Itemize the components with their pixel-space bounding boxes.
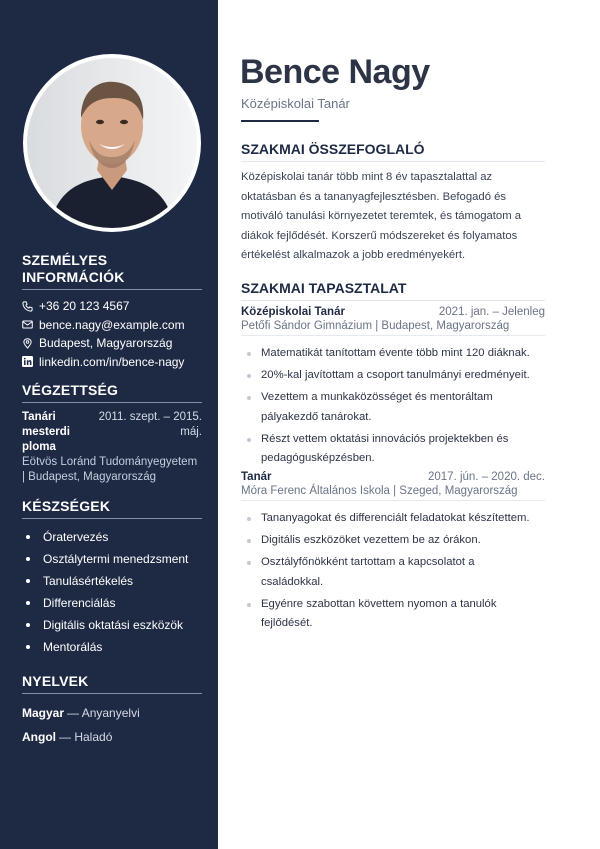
bullet-item: 20%-kal javítottam a csoport tanulmányi eredményeit. [241, 366, 545, 386]
bullet-item: Egyénre szabottan követtem nyomon a tanulók fejlődését. [241, 595, 545, 634]
bullet-item: Digitális eszközöket vezettem be az órákon. [241, 531, 545, 551]
job-dates: 2021. jan. – Jelenleg [438, 306, 545, 318]
bullet-icon [26, 579, 30, 583]
degree-title: Tanári mesterdi ploma [22, 411, 70, 453]
bullet-item: Vezettem a munkaközösséget és mentoráltam pályakezdő tanárokat. [241, 388, 545, 427]
job-entry [241, 471, 545, 637]
skill-item: Osztálytermi menedzsment [22, 548, 202, 570]
bullet-icon [26, 535, 30, 539]
bullet-icon [26, 623, 30, 627]
summary-heading: SZAKMAI ÖSSZEFOGLALÓ [241, 141, 545, 162]
job-dates: 2017. jún. – 2020. dec. [427, 471, 545, 483]
education-dates: 2011. szept. – 2015. máj. [98, 411, 202, 438]
sidebar [0, 0, 218, 849]
skills-list [22, 526, 202, 658]
profile-photo-frame [23, 54, 201, 232]
job-entry [241, 306, 545, 472]
job-organization: Petőfi Sándor Gimnázium | Budapest, Magyarország [241, 320, 545, 336]
job-organization: Móra Ferenc Általános Iskola | Szeged, Magyarország [241, 485, 545, 501]
job-bullets [241, 344, 545, 469]
language-item: Magyar — Anyanyelvi [22, 706, 140, 720]
profile-photo [27, 58, 197, 228]
phone-icon [22, 301, 33, 312]
location-pin-icon [22, 338, 33, 349]
personal-info-section [22, 252, 202, 371]
bullet-icon [26, 557, 30, 561]
bullet-item: Részt vettem oktatási innovációs projektekben és pedagógusképzésben. [241, 430, 545, 469]
summary-text: Középiskolai tanár több mint 8 év tapasztalattal az oktatásban és a tananyagfejlesztésben. Befogadó és motiváló tanulási környezetet teremtek, és támogatom a diákok fejlődését. Korszerű módszereket és folyamatos értékelést alkalmazok a jobb eredményekért. [241, 171, 522, 262]
linkedin-icon [22, 356, 33, 367]
education-entry [22, 410, 202, 455]
personal-info-heading: SZEMÉLYES INFORMÁCIÓK [22, 252, 202, 290]
location-row: Budapest, Magyarország [22, 334, 202, 353]
job-role: Tanár [241, 471, 272, 483]
bullet-item: Tananyagokat és differenciált feladatokat készítettem. [241, 509, 545, 529]
linkedin-row [22, 353, 202, 372]
language-item: Angol — Haladó [22, 730, 113, 744]
job-bullets [241, 509, 545, 634]
skill-item: Digitális oktatási eszközök [22, 614, 202, 636]
skill-item: Differenciálás [22, 592, 202, 614]
title-divider [241, 120, 319, 122]
experience-heading: SZAKMAI TAPASZTALAT [241, 280, 545, 301]
bullet-item: Matematikát tanítottam évente több mint 120 diáknak. [241, 344, 545, 364]
skill-item: Óratervezés [22, 526, 202, 548]
linkedin-link[interactable]: linkedin.com/in/bence-nagy [39, 354, 185, 369]
skill-item: Mentorálás [22, 636, 202, 658]
candidate-name: Bence Nagy [240, 53, 430, 91]
skill-item: Tanulásértékelés [22, 570, 202, 592]
email-icon [22, 319, 33, 330]
skills-heading: KÉSZSÉGEK [22, 498, 202, 519]
bullet-icon [26, 645, 30, 649]
main-content [218, 0, 600, 849]
job-title: Középiskolai Tanár [241, 96, 350, 111]
bullet-icon [26, 601, 30, 605]
education-school: Eötvös Loránd Tudományegyetem | Budapest, Magyarország [22, 456, 198, 483]
email-link[interactable]: bence.nagy@example.com [39, 317, 185, 332]
languages-heading: NYELVEK [22, 673, 202, 694]
skills-section [22, 498, 202, 658]
education-heading: VÉGZETTSÉG [22, 382, 202, 403]
email-row [22, 316, 202, 335]
phone-row: +36 20 123 4567 [22, 297, 202, 316]
job-role: Középiskolai Tanár [241, 306, 345, 318]
bullet-item: Osztályfőnökként tartottam a kapcsolatot a családokkal. [241, 553, 545, 592]
education-section [22, 382, 202, 485]
languages-section [22, 673, 202, 749]
